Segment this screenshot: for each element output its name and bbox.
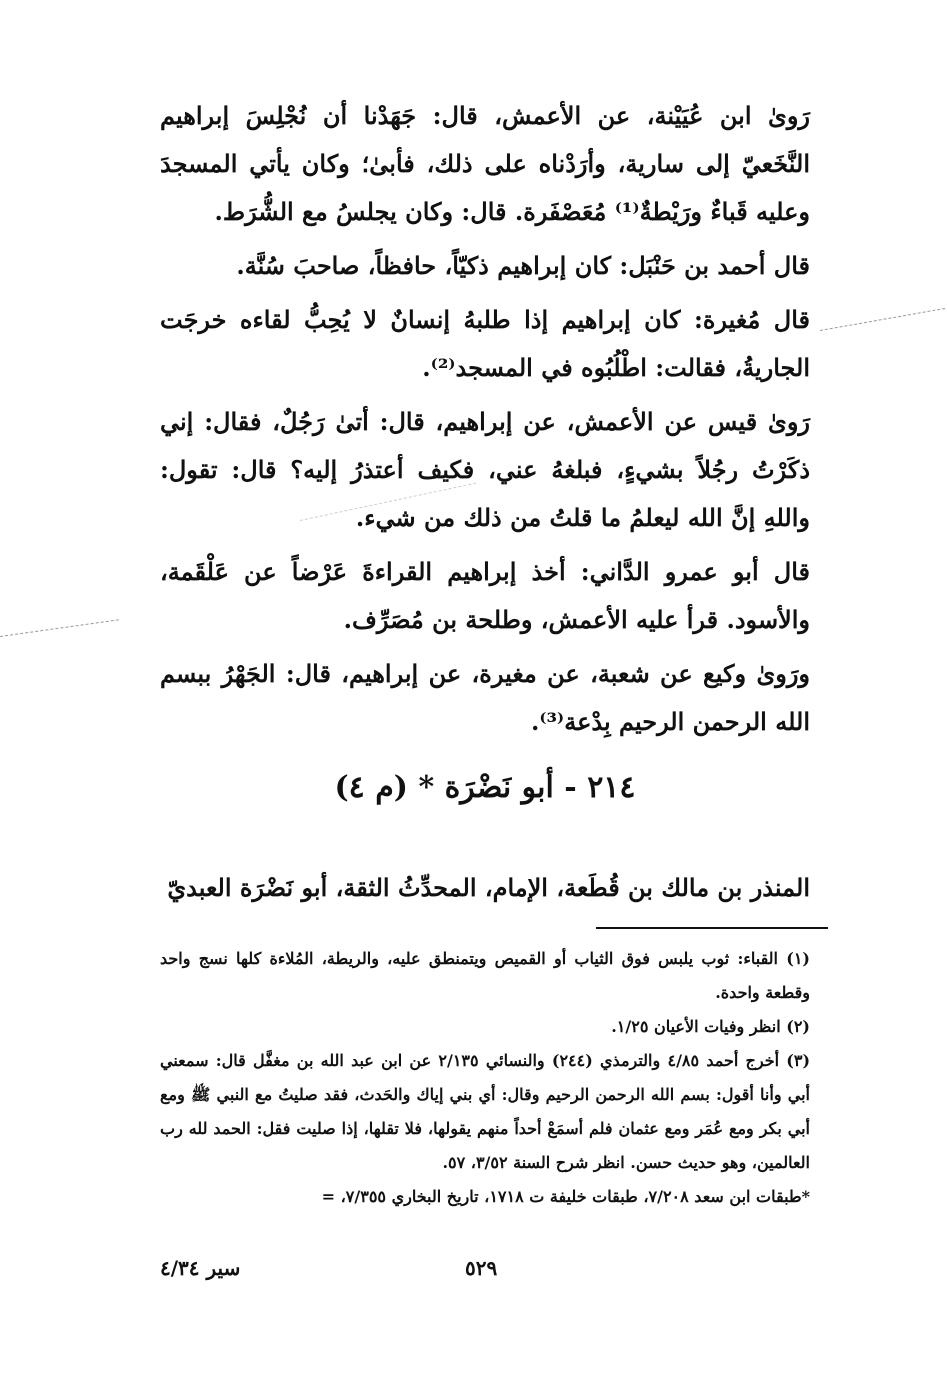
paragraph-abu-amr-dani: قال أبو عمرو الدَّاني: أخذ إبراهيم القراءةَ عَرْضاً عن عَلْقَمة، والأسود. قرأ عليه الأعمش، وطلحة بن مُصَرِّف.	[160, 557, 810, 634]
page-number: ٥٢٩	[465, 1256, 498, 1280]
paragraph-waki: ورَوىٰ وكيع عن شعبة، عن مغيرة، عن إبراهيم، قال: الجَهْرُ ببسم الله الرحمن الرحيم بِدْعة⁽³⁾.	[160, 659, 810, 736]
footnotes	[160, 942, 810, 1214]
main-text	[160, 92, 810, 752]
biography-intro: المنذر بن مالك بن قُطَعة، الإمام، المحدِّثُ الثقة، أبو نَضْرَة العبديّ	[167, 873, 810, 902]
paragraph-ibn-uyayna: رَوىٰ ابن عُيَيْنة، عن الأعمش، قال: جَهَدْنا أن نُجْلِسَ إبراهيم النَّخَعيّ إلى سارية، وأرَدْناه على ذلك، فأبىٰ؛ وكان يأتي المسجدَ وعليه قَباءٌ ورَيْطةٌ⁽¹⁾ مُعَصْفَرة. قال: وكان يجلسُ مع الشُّرَط.	[160, 101, 810, 226]
page-footer	[160, 1256, 810, 1292]
paragraph-mughira: قال مُغيرة: كان إبراهيم إذا طلبهُ إنسانٌ لا يُحِبُّ لقاءه خرجَت الجاريةُ، فقالت: اطْلُبُوه في المسجد⁽²⁾.	[160, 305, 810, 382]
footnote-3: (٣) أخرج أحمد ٤/٨٥ والترمذي (٢٤٤) والنسائي ٢/١٣٥ عن ابن عبد الله بن مغفَّل قال: سمعني أبي وأنا أقول: بسم الله الرحمن الرحيم وقال: أي بني إياك والحَدث، فقد صليتُ مع النبي ﷺ ومع أبي بكر ومع عُمَر ومع عثمان فلم أسمَعْ أحداً منهم يقولها، فلا تقلها، إذا صليت فقل: الحمد لله رب العالمين، وهو حديث حسن. انظر شرح السنة ٣/٥٢، ٥٧.	[160, 1051, 811, 1172]
biography-heading: ٢١٤ - أبو نَضْرَة * (م ٤)	[334, 770, 636, 805]
footnote-separator	[596, 927, 828, 929]
paragraph-ahmad-ibn-hanbal: قال أحمد بن حَنْبَل: كان إبراهيم ذكيّاً، حافظاً، صاحبَ سُنَّة.	[236, 251, 810, 280]
scan-artifact-line-right	[820, 308, 945, 331]
signature-mark: سير ٤/٣٤	[160, 1256, 241, 1280]
scan-artifact-line-left	[0, 619, 119, 637]
paragraph-qays: رَوىٰ قيس عن الأعمش، عن إبراهيم، قال: أتىٰ رَجُلٌ، فقال: إني ذكَرْتُ رجُلاً بشيءٍ، فبلغهُ عني، فكيف أعتذرُ إليه؟ قال: تقول: واللهِ إنَّ الله ليعلمُ ما قلتُ من ذلك من شيء.	[160, 407, 810, 532]
footnote-sources: *طبقات ابن سعد ٧/٢٠٨، طبقات خليفة ت ١٧١٨، تاريخ البخاري ٧/٣٥٥، =	[321, 1187, 810, 1206]
footnote-2: (٢) انظر وفيات الأعيان ١/٢٥.	[611, 1017, 810, 1036]
footnote-1: (١) القباء: ثوب يلبس فوق الثياب أو القميص ويتمنطق عليه، والريطة، المُلاءة كلها نسج واحد وقطعة واحدة.	[160, 949, 810, 1002]
